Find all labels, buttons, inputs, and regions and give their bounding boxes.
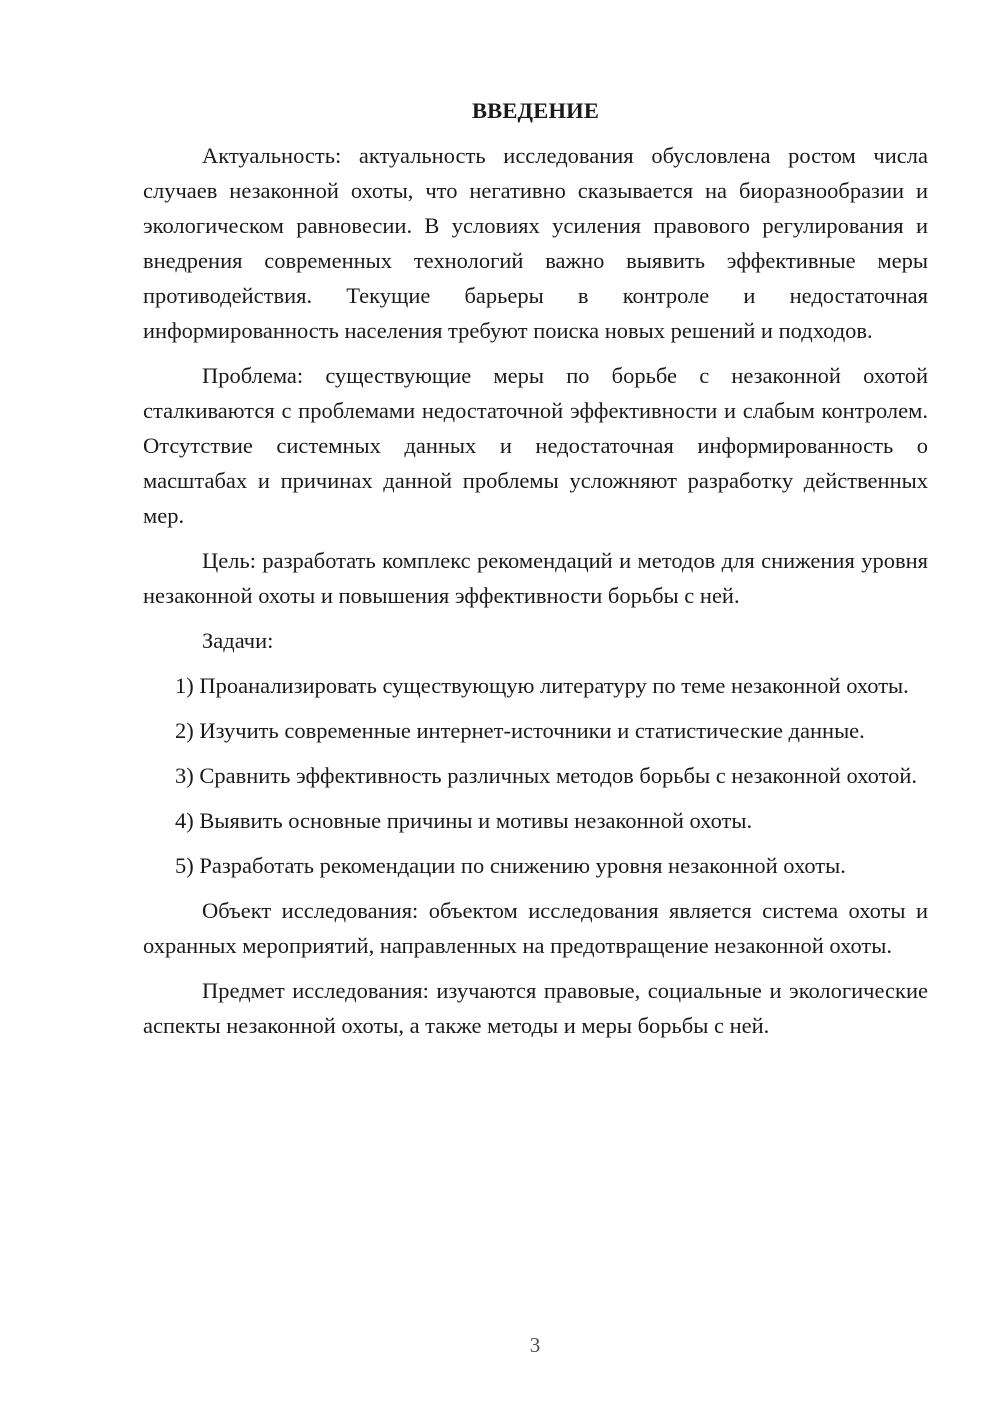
- goal-paragraph: Цель: разработать комплекс рекомендаций и методов для снижения уровня незаконной охоты и повышения эффективности борьбы с ней.: [143, 548, 928, 608]
- task-item-4: 4) Выявить основные причины и мотивы незаконной охоты.: [175, 808, 753, 833]
- object-paragraph: Объект исследования: объектом исследования является система охоты и охранных мероприятий, направленных на предотвращение незаконной охоты.: [143, 898, 928, 958]
- subject-paragraph: Предмет исследования: изучаются правовые, социальные и экологические аспекты незаконной охоты, а также методы и меры борьбы с ней.: [143, 978, 928, 1038]
- page-number: 3: [529, 1333, 541, 1357]
- task-item-2: 2) Изучить современные интернет-источники и статистические данные.: [175, 718, 865, 743]
- tasks-heading: Задачи:: [202, 628, 274, 653]
- page-title: ВВЕДЕНИЕ: [471, 98, 600, 123]
- problem-paragraph: Проблема: существующие меры по борьбе с незаконной охотой сталкиваются с проблемами недостаточной эффективности и слабым контролем. Отсутствие системных данных и недостаточная информированность о масштабах и причинах данной проблемы усложняют разработку действенных мер.: [143, 363, 928, 528]
- relevance-paragraph: Актуальность: актуальность исследования обусловлена ростом числа случаев незаконной охоты, что негативно сказывается на биоразнообразии и экологическом равновесии. В условиях усиления правового регулирования и внедрения современных технологий важно выявить эффективные меры противодействия. Текущие барьеры в контроле и недостаточная информированность населения требуют поиска новых решений и подходов.: [143, 143, 928, 343]
- task-item-5: 5) Разработать рекомендации по снижению уровня незаконной охоты.: [175, 853, 846, 878]
- task-item-3: 3) Сравнить эффективность различных методов борьбы с незаконной охотой.: [175, 763, 918, 788]
- task-item-1: 1) Проанализировать существующую литературу по теме незаконной охоты.: [175, 673, 909, 698]
